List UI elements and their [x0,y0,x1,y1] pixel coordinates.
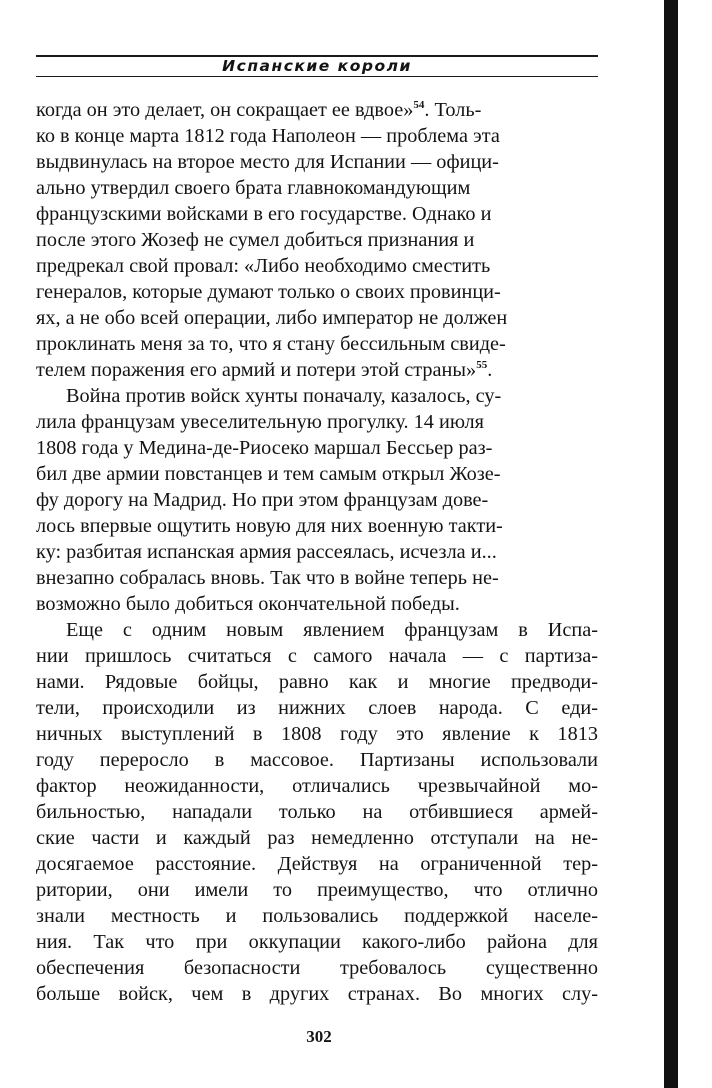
text-line: ку: разбитая испанская армия рассеялась, исчезла и... [36,541,497,563]
text-line: французскими войсками в его государстве. Однако и [36,203,492,225]
footnote-ref: 54 [413,99,425,111]
text-line: досягаемое расстояние. Действуя на ограниченной тер- [36,853,598,875]
page-header [36,55,598,77]
text-line: бил две армии повстанцев и тем самым открыл Жозе- [36,463,501,485]
text-line: генералов, которые думают только о своих провинци- [36,281,501,303]
text-line: после этого Жозеф не сумел добиться признания и [36,229,475,251]
text-line: ния. Так что при оккупации какого-либо района для [36,931,598,953]
text-line: предрекал свой провал: «Либо необходимо сместить [36,255,491,277]
header-rule-bottom [36,76,598,77]
text-line: возможно было добиться окончательной победы. [36,593,460,615]
paragraph-2 [36,383,598,617]
text-line: ские части и каждый раз немедленно отступали на не- [36,827,598,849]
text-line: знали местность и пользовались поддержкой населе- [36,905,598,927]
footnote-ref: 55 [476,359,488,371]
text-line: нии пришлось считаться с самого начала — с партиза- [36,645,598,667]
text-line: фактор неожиданности, отличались чрезвычайной мо- [36,775,598,797]
text-line: нами. Рядовые бойцы, равно как и многие предводи- [36,671,598,693]
text-line: лила французам увеселительную прогулку. 14 июля [36,411,484,433]
text-line: телем поражения его армий и потери этой страны»$^{55}$. [36,359,493,381]
text-line: ничных выступлений в 1808 году это явление к 1813 [36,723,598,745]
text-line: ко в конце марта 1812 года Наполеон — проблема эта [36,125,500,147]
paragraph-3 [36,617,598,1007]
text-line: фу дорогу на Мадрид. Но при этом французам дове- [36,489,489,511]
text-line: больше войск, чем в других странах. Во многих слу- [36,983,598,1005]
text-line: году переросло в массовое. Партизаны использовали [36,749,598,771]
text-line: 1808 года у Медина-де-Риосеко маршал Бессьер раз- [36,437,493,459]
running-title: Испанские короли [222,57,412,75]
text-line: выдвинулась на второе место для Испании — офици- [36,151,499,173]
text-line: проклинать меня за то, что я стану бессильным свиде- [36,333,506,355]
text-line: ях, а не обо всей операции, либо император не должен [36,307,508,329]
text-line: Война против войск хунты поначалу, казалось, су- [66,385,502,407]
text-line: тели, происходили из нижних слоев народа. С еди- [36,697,598,719]
text-line: Еще с одним новым явлением французам в Испа- [66,619,598,641]
paragraph-1 [36,97,598,383]
text-line: ритории, они имели то преимущество, что отлично [36,879,598,901]
text-line: внезапно собралась вновь. Так что в войне теперь не- [36,567,499,589]
page-edge-shadow [664,0,678,1088]
text-line: лось впервые ощутить новую для них военную такти- [36,515,503,537]
text-line: ально утвердил своего брата главнокомандующим [36,177,471,199]
text-line: обеспечения безопасности требовалось существенно [36,957,598,979]
text-line: когда он это делает, он сокращает ее вдвое»$^{54}$. Толь- [36,99,482,121]
body-text [36,97,598,1007]
text-line: бильностью, нападали только на отбившиеся армей- [36,801,598,823]
page-number: 302 [306,1027,332,1046]
